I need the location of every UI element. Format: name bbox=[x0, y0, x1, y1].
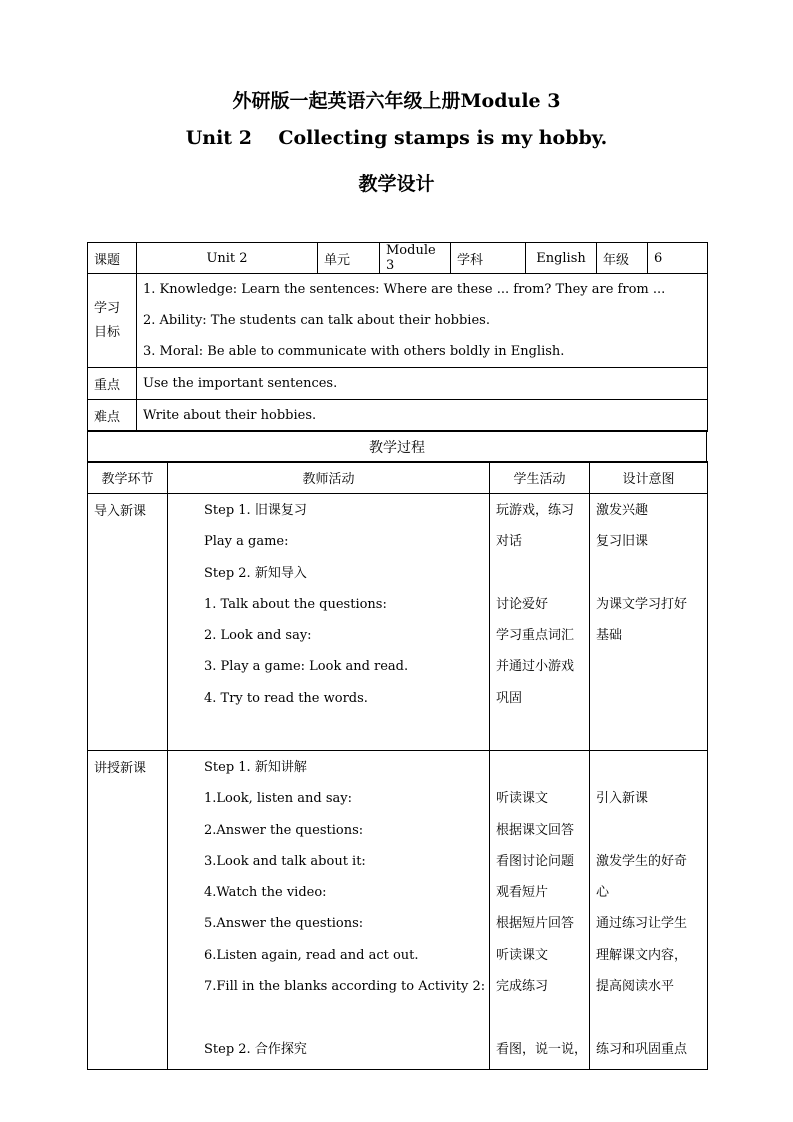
student-line bbox=[496, 1002, 583, 1033]
design-intents bbox=[590, 494, 708, 751]
student-line: 巩固 bbox=[496, 690, 523, 706]
difficulty-label: 难点 bbox=[88, 400, 137, 432]
student-line bbox=[496, 752, 583, 783]
unit-label: 单元 bbox=[318, 243, 380, 274]
subject-value: English bbox=[526, 243, 597, 274]
info-table bbox=[87, 242, 708, 432]
difficulty-value: Write about their hobbies. bbox=[137, 400, 708, 432]
intent-line bbox=[596, 651, 701, 682]
intent-line bbox=[596, 815, 701, 846]
teacher-line: Step 1. 旧课复习 bbox=[204, 503, 307, 518]
process-table bbox=[87, 461, 708, 1070]
objective-item: 1. Knowledge: Learn the sentences: Where are these ... from? They are from ... bbox=[143, 282, 666, 297]
unit-value: Module 3 bbox=[380, 243, 451, 274]
student-line: 完成练习 bbox=[496, 979, 549, 995]
section-row-new bbox=[88, 751, 708, 1070]
header-student: 学生活动 bbox=[490, 462, 590, 494]
intent-line bbox=[596, 1002, 701, 1033]
objectives-cell bbox=[137, 274, 708, 368]
student-line: 看图讨论问题 bbox=[496, 853, 575, 869]
info-row-objectives bbox=[88, 274, 708, 368]
process-title-table bbox=[87, 430, 707, 463]
teacher-line: Play a game: bbox=[204, 534, 289, 550]
section-name: 讲授新课 bbox=[88, 751, 168, 1070]
teacher-line: 1. Talk about the questions: bbox=[204, 596, 387, 612]
student-line: 并通过小游戏 bbox=[496, 659, 575, 675]
intent-line: 理解课文内容， bbox=[596, 947, 688, 963]
objectives-label-line2: 目标 bbox=[94, 324, 121, 340]
topic-label: 课题 bbox=[88, 243, 137, 274]
header-teacher: 教师活动 bbox=[168, 462, 490, 494]
student-line: 学习重点词汇 bbox=[496, 628, 575, 644]
student-line: 对话 bbox=[496, 534, 523, 550]
teacher-line bbox=[204, 714, 483, 745]
grade-value: 6 bbox=[648, 243, 708, 274]
student-activities bbox=[490, 751, 590, 1070]
intent-line bbox=[596, 683, 701, 714]
intent-line: 复习旧课 bbox=[596, 534, 649, 550]
teacher-line: 2.Answer the questions: bbox=[204, 822, 364, 838]
teacher-line: 2. Look and say: bbox=[204, 628, 312, 644]
teacher-line: 3.Look and talk about it: bbox=[204, 853, 366, 869]
info-row-key bbox=[88, 368, 708, 400]
student-line bbox=[496, 714, 583, 745]
teacher-line: Step 2. 新知导入 bbox=[204, 565, 307, 581]
teacher-line bbox=[204, 1002, 483, 1033]
intent-line: 激发学生的好奇 bbox=[596, 853, 688, 869]
doc-subtitle: Unit 2 Collecting stamps is my hobby. bbox=[185, 127, 608, 149]
doc-heading: 教学设计 bbox=[358, 173, 435, 195]
intent-line: 提高阅读水平 bbox=[596, 979, 675, 995]
topic-value: Unit 2 bbox=[137, 243, 318, 274]
teacher-line: Step 2. 合作探究 bbox=[204, 1041, 307, 1057]
intent-line: 基础 bbox=[596, 628, 623, 644]
teacher-line: 3. Play a game: Look and read. bbox=[204, 659, 409, 675]
info-row-topic bbox=[88, 243, 708, 274]
section-name: 导入新课 bbox=[88, 494, 168, 751]
student-line bbox=[496, 558, 583, 589]
objective-item: 2. Ability: The students can talk about their hobbies. bbox=[143, 313, 490, 328]
teacher-line: 7.Fill in the blanks according to Activity 2: bbox=[204, 979, 486, 995]
teacher-line: 4. Try to read the words. bbox=[204, 690, 368, 706]
design-intents bbox=[590, 751, 708, 1070]
teacher-line: 5.Answer the questions: bbox=[204, 916, 364, 932]
teacher-line: 4.Watch the video: bbox=[204, 885, 327, 901]
teacher-line: Step 1. 新知讲解 bbox=[204, 760, 307, 775]
teacher-line: 1.Look, listen and say: bbox=[204, 791, 352, 807]
intent-line: 激发兴趣 bbox=[596, 503, 649, 518]
intent-line: 引入新课 bbox=[596, 791, 649, 807]
key-label: 重点 bbox=[88, 368, 137, 400]
intent-line bbox=[596, 714, 701, 745]
intent-line bbox=[596, 752, 701, 783]
intent-line: 为课文学习打好 bbox=[596, 596, 688, 612]
student-line: 看图，说一说， bbox=[496, 1041, 588, 1057]
intent-line: 通过练习让学生 bbox=[596, 916, 688, 932]
teacher-activities bbox=[168, 494, 490, 751]
objective-item: 3. Moral: Be able to communicate with others boldly in English. bbox=[143, 344, 565, 359]
student-activities bbox=[490, 494, 590, 751]
process-header-row bbox=[88, 462, 708, 494]
header-stage: 教学环节 bbox=[88, 462, 168, 494]
grade-label: 年级 bbox=[597, 243, 648, 274]
intent-line bbox=[596, 558, 701, 589]
intent-line: 练习和巩固重点 bbox=[596, 1041, 688, 1057]
student-line: 根据课文回答 bbox=[496, 822, 575, 838]
section-row-intro bbox=[88, 494, 708, 751]
student-line: 听读课文 bbox=[496, 791, 549, 807]
header-intent: 设计意图 bbox=[590, 462, 708, 494]
teacher-activities bbox=[168, 751, 490, 1070]
student-line: 玩游戏，练习 bbox=[496, 503, 575, 518]
info-row-difficulty bbox=[88, 400, 708, 432]
student-line: 观看短片 bbox=[496, 885, 549, 901]
objectives-label bbox=[88, 274, 137, 368]
doc-title: 外研版一起英语六年级上册Module 3 bbox=[232, 90, 561, 112]
student-line: 听读课文 bbox=[496, 947, 549, 963]
teacher-line: 6.Listen again, read and act out. bbox=[204, 947, 419, 963]
process-title: 教学过程 bbox=[88, 431, 707, 463]
intent-line: 心 bbox=[596, 885, 610, 901]
key-value: Use the important sentences. bbox=[137, 368, 708, 400]
student-line: 根据短片回答 bbox=[496, 916, 575, 932]
student-line: 讨论爱好 bbox=[496, 596, 549, 612]
objectives-label-line1: 学习 bbox=[94, 300, 121, 316]
subject-label: 学科 bbox=[451, 243, 526, 274]
